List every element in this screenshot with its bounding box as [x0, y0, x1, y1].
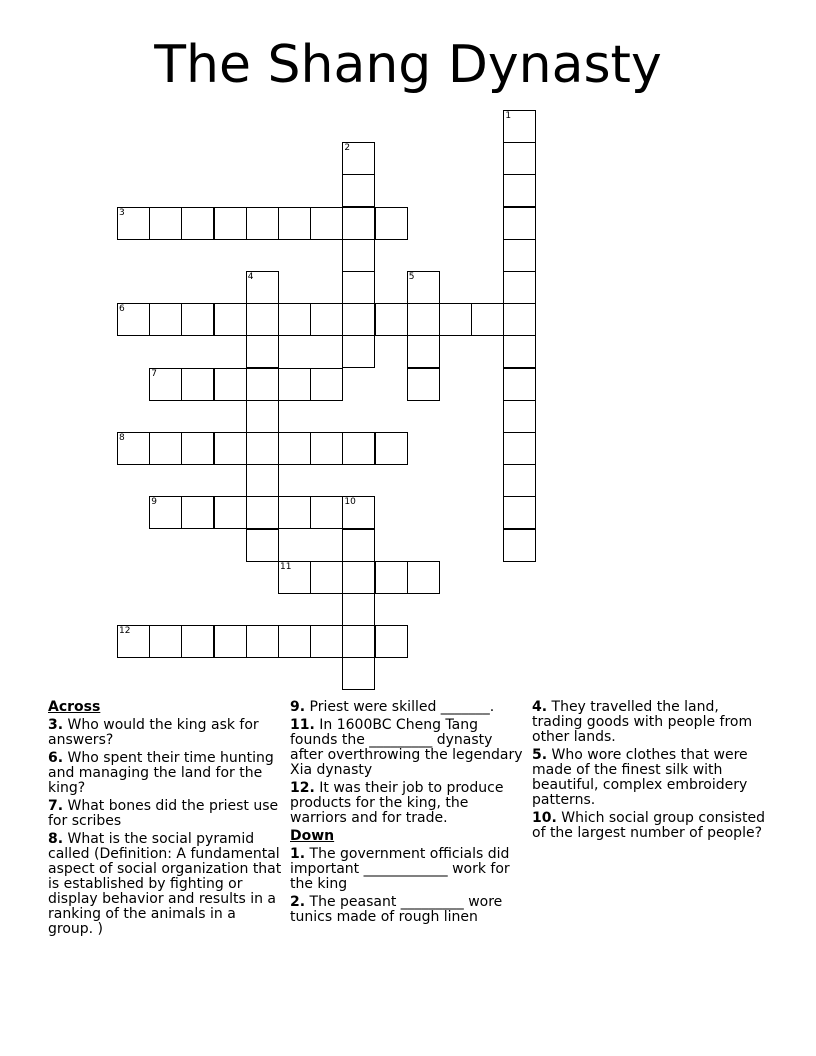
grid-cell[interactable] [407, 561, 440, 594]
grid-cell[interactable] [117, 625, 150, 658]
grid-cell[interactable] [214, 496, 247, 529]
grid-cell[interactable] [342, 142, 375, 175]
grid-cell[interactable] [407, 368, 440, 401]
grid-cell[interactable] [246, 207, 279, 240]
grid-cell[interactable] [310, 207, 343, 240]
grid-cell[interactable] [278, 432, 311, 465]
grid-cell[interactable] [278, 303, 311, 336]
grid-cell[interactable] [214, 207, 247, 240]
grid-cell[interactable] [342, 432, 375, 465]
grid-cell[interactable] [181, 303, 214, 336]
grid-cell[interactable] [342, 561, 375, 594]
grid-cell[interactable] [503, 529, 536, 562]
grid-cell[interactable] [375, 625, 408, 658]
clue-number: 9 [151, 497, 157, 508]
grid-cell[interactable] [503, 335, 536, 368]
clue-number: 5 [408, 272, 415, 282]
grid-cell[interactable] [342, 207, 375, 240]
grid-cell[interactable] [375, 207, 408, 240]
down-heading: Down [290, 828, 335, 844]
grid-cell[interactable] [181, 368, 214, 401]
grid-cell[interactable] [214, 368, 247, 401]
grid-cell[interactable] [503, 142, 536, 175]
grid-cell[interactable] [149, 368, 182, 401]
clues-column-3 [532, 700, 768, 844]
grid-cell[interactable] [310, 496, 343, 529]
grid-cell[interactable] [117, 207, 150, 240]
grid-cell[interactable] [278, 561, 311, 594]
across-heading: Across [48, 699, 101, 715]
grid-cell[interactable] [246, 464, 279, 497]
grid-cell[interactable] [471, 303, 504, 336]
clue-across-3: 3. Who would the king ask for answers? [48, 717, 259, 748]
grid-cell[interactable] [246, 271, 279, 304]
grid-cell[interactable] [214, 303, 247, 336]
grid-cell[interactable] [246, 335, 279, 368]
grid-cell[interactable] [246, 529, 279, 562]
grid-cell[interactable] [342, 335, 375, 368]
clues-column-2 [290, 700, 526, 928]
grid-cell[interactable] [375, 561, 408, 594]
clue-number: 6 [119, 304, 125, 315]
clue-number: 7 [151, 368, 157, 379]
grid-cell[interactable] [342, 657, 375, 690]
grid-cell[interactable] [503, 207, 536, 240]
grid-cell[interactable] [149, 207, 182, 240]
clue-number: 1 [505, 111, 512, 121]
clue-across-11: 11. In 1600BC Cheng Tang founds the _________ dynasty after overthrowing the legendary Xia dynasty [290, 717, 523, 778]
grid-cell[interactable] [407, 271, 440, 304]
grid-cell[interactable] [342, 271, 375, 304]
clues-column-1 [48, 700, 284, 940]
grid-cell[interactable] [503, 271, 536, 304]
grid-cell[interactable] [117, 432, 150, 465]
grid-cell[interactable] [503, 496, 536, 529]
grid-cell[interactable] [181, 432, 214, 465]
clue-down-2: 2. The peasant _________ wore tunics made of rough linen [290, 894, 503, 925]
grid-cell[interactable] [278, 625, 311, 658]
grid-cell[interactable] [246, 400, 279, 433]
grid-cell[interactable] [214, 625, 247, 658]
grid-cell[interactable] [503, 368, 536, 401]
grid-cell[interactable] [503, 400, 536, 433]
clue-number: 3 [119, 207, 125, 218]
grid-cell[interactable] [246, 625, 279, 658]
clue-number: 10 [344, 497, 356, 508]
grid-cell[interactable] [407, 303, 440, 336]
grid-cell[interactable] [246, 368, 279, 401]
grid-cell[interactable] [117, 303, 150, 336]
clue-down-1: 1. The government officials did important ____________ work for the king [290, 846, 510, 892]
grid-cell[interactable] [246, 432, 279, 465]
grid-cell[interactable] [149, 625, 182, 658]
grid-cell[interactable] [342, 303, 375, 336]
grid-cell[interactable] [246, 303, 279, 336]
grid-cell[interactable] [342, 174, 375, 207]
grid-cell[interactable] [278, 368, 311, 401]
clue-number: 11 [280, 561, 292, 572]
grid-cell[interactable] [342, 496, 375, 529]
clue-across-8: 8. What is the social pyramid called (Definition: A fundamental aspect of social organization that is established by fighting or display behavior and results in a ranking of the animals in a group. ) [48, 831, 282, 937]
grid-cell[interactable] [375, 432, 408, 465]
grid-cell[interactable] [439, 303, 472, 336]
grid-cell[interactable] [149, 303, 182, 336]
clue-down-10: 10. Which social group consisted of the largest number of people? [532, 810, 765, 841]
clue-number: 2 [344, 143, 351, 154]
grid-cell[interactable] [181, 207, 214, 240]
grid-cell[interactable] [503, 303, 536, 336]
clue-down-5: 5. Who wore clothes that were made of the finest silk with beautiful, complex embroidery patterns. [532, 747, 748, 808]
clue-across-9: 9. Priest were skilled _______. [290, 699, 495, 715]
clue-number: 12 [119, 626, 131, 637]
grid-cell[interactable] [181, 496, 214, 529]
grid-cell[interactable] [342, 529, 375, 562]
grid-cell[interactable] [181, 625, 214, 658]
grid-cell[interactable] [342, 593, 375, 626]
grid-cell[interactable] [407, 335, 440, 368]
grid-cell[interactable] [503, 464, 536, 497]
grid-cell[interactable] [149, 496, 182, 529]
clue-across-12: 12. It was their job to produce products for the king, the warriors and for trade. [290, 780, 504, 826]
page-title: The Shang Dynasty [154, 35, 662, 95]
clue-across-7: 7. What bones did the priest use for scribes [48, 798, 279, 829]
grid-cell[interactable] [246, 496, 279, 529]
grid-cell[interactable] [149, 432, 182, 465]
grid-cell[interactable] [310, 625, 343, 658]
grid-cell[interactable] [503, 110, 536, 143]
clue-down-4: 4. They travelled the land, trading goods with people from other lands. [532, 699, 753, 745]
grid-cell[interactable] [310, 368, 343, 401]
grid-cell[interactable] [375, 303, 408, 336]
clue-number: 4 [247, 272, 254, 282]
grid-cell[interactable] [310, 561, 343, 594]
grid-cell[interactable] [310, 432, 343, 465]
grid-cell[interactable] [503, 174, 536, 207]
grid-cell[interactable] [503, 432, 536, 465]
clue-across-6: 6. Who spent their time hunting and managing the land for the king? [48, 750, 274, 796]
grid-cell[interactable] [310, 303, 343, 336]
grid-cell[interactable] [342, 625, 375, 658]
grid-cell[interactable] [214, 432, 247, 465]
grid-cell[interactable] [503, 239, 536, 272]
clue-number: 8 [119, 433, 125, 443]
grid-cell[interactable] [278, 496, 311, 529]
grid-cell[interactable] [342, 239, 375, 272]
grid-cell[interactable] [278, 207, 311, 240]
